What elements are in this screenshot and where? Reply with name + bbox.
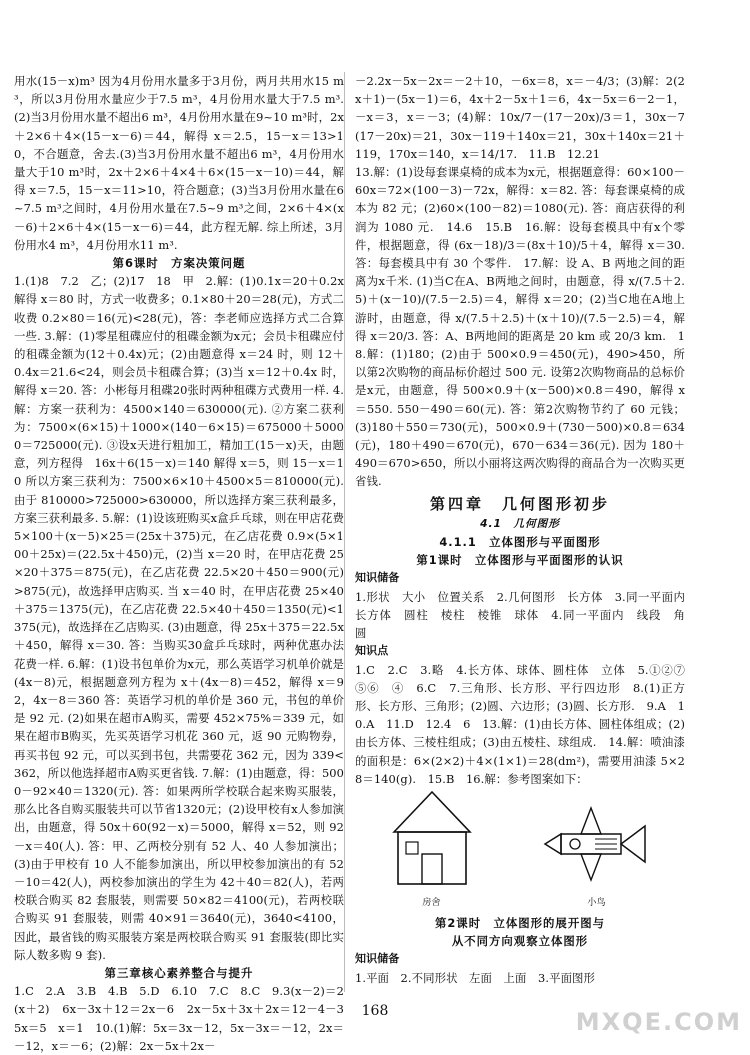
knowledge-prep-answers: 1.形状 大小 位置关系 2.几何图形 长方体 3.同一平面内 长方体 圆柱 棱柱 棱锥 球体 4.同一平面内 线段 角 圆 (355, 589, 697, 641)
knowledge-points-answers: 1.C 2.C 3.略 4.长方体、球体、圆柱体 立体 5.①②⑦ ⑤⑥ ④ 6.C 7.三角形、长方形、平行四边形 8.(1)正方形、长方形、三角形；(2)圆、六边形；(3)圆、长方形. 9.A 10.A 11.D 12.4 6 13.解：(1)由长方体、圆柱体组成；(2)由长方体、三棱柱组成；(3)由五棱柱、球组成. 14.解：喷油漆的面积是：6×(2×2)＋4×(1×1)＝28(dm²)，需要用油漆 5×28＝140(g). 15.B 16.解：参考图案如下： (355, 662, 697, 786)
bird-drawing-icon (537, 798, 657, 892)
right-column (355, 72, 697, 992)
lesson6-heading: 第6课时 方案决策问题 (112, 256, 246, 271)
section-4-1-1: 4.1.1 立体图形与平面图形 (439, 535, 601, 550)
answers-13-18: 13.解：(1)设每套课桌椅的成本为x元，根据题意得：60×100－60x＝72×(100－3)－72x，解得：x＝82. 答：每套课桌椅的成本为 82 元；(2)60×(100－82)＝1080(元). 答：商店获得的利润为 1080 元. 14.6 15.B 16.解：设每套模具中有x个零件，根据题意，得 (6x－18)/3＝(8x＋10)/5＋4，解得 x＝30. 答：每套模具中有 30 个零件. 17.解：设 A、B 两地之间的距离为x千米. (1)当C在A、B两地之间时，由题意，得 x/(7.5＋2.5)＋(x－10)/(7.5－2.5)＝4，解得 x＝20；(2)当C地在A地上游时，由题意，得 x/(7.5＋2.5)＋(x＋10)/(7.5－2.5)＝4，解得 x＝20/3. 答：A、B两地间的距离是 20 km 或 20/3 km. 18.解：(1)180；(2)由于 500×0.9＝450(元)，490>450，所以第2次购物的商品标价超过 500 元. 设第2次购物商品的总标价是x元，由题意，得 500×0.9＋(x－500)×0.8＝490，解得 x＝550. 550－490＝60(元). 答：第2次购物节约了 60 元钱；(3)180＋550＝730(元)，500×0.9＋(730－500)×0.8＝634(元)，180＋490＝670(元)，670－634＝36(元). 因为 180＋490＝670>650，所以小丽将这两次购得的商品合为一次购买更省钱. (355, 165, 685, 489)
bird-figure (537, 798, 657, 912)
column-divider (344, 72, 345, 992)
lesson2-heading-line2: 从不同方向观察立体图形 (451, 934, 589, 949)
house-drawing-icon (384, 788, 480, 892)
page-number: 168 (361, 1003, 389, 1019)
bird-caption: 小鸟 (587, 897, 606, 908)
continued-answers: －2.2x－5x－2x＝－2＋10，－6x＝8，x＝－4/3；(3)解：2(2x＋1)－(5x－1)＝6，4x＋2－5x＋1＝6，4x－5x＝6－2－1，－x＝3，x＝－3；(4)解：10x/7－(17－20x)/3＝1，30x－7(17－20x)＝21，30x－119＋140x＝21，30x＋140x＝21＋119，170x＝140，x＝14/17. 11.B 12.21 (355, 74, 685, 161)
lesson6-answers: 1.(1)8 7.2 乙；(2)17 18 甲 2.解：(1)0.1x＝20＋0.2x解得 x＝80 时，方式一收费多；0.1×80＋20＝28(元)，方式二收费 0.2×80＝16(元)<28(元)，答：李老师应选择方式二合算一些. 3.解：(1)零星租碟应付的租碟金额为x元；会员卡租碟应付的租碟金额为(12＋0.4x)元；(2)由题意得 x＝24 时，则 12＋0.4x＝21.6<24，则会员卡租碟合算；(3)当 x＝12＋0.4x 时，解得 x＝20. 答：小彬每月租碟20张时两种租碟方式费用一样. 4.解：方案一获利为：4500×140＝630000(元). ②方案二获利为：7500×(6×15)＋1000×(140－6×15)＝675000＋50000＝725000(元). ③设x天进行粗加工，精加工(15－x)天，由题意，列方程得 16x＋6(15－x)＝140 解得 x＝5，则 15－x＝10 所以方案三获利为：7500×6×10＋4500×5＝810000(元). 由于 810000>725000>630000，所以选择方案三获利最多，方案三获利最多. 5.解：(1)设该班购买x盒乒乓球，则在甲店花费 5×100＋(x－5)×25＝(25x＋375)元，在乙店花费 0.9×(5×100＋25x)＝(22.5x＋450)元，(2)当 x＝20 时，在甲店花费 25×20＋375＝875(元)，在乙店花费 22.5×20＋450＝900(元)>875(元)，故选择甲店购买. 当 x＝40 时，在甲店花费 25×40＋375＝1375(元)，在乙店花费 22.5×40＋450＝1350(元)<1375(元)，故选择在乙店购买. (3)由题意，得 25x＋375＝22.5x＋450，解得 x＝30. 答：当购买30盒乒乓球时，两种优惠办法花费一样. 6.解：(1)设书包单价为x元，那么英语学习机单价就是(4x－8)元，根据题意列方程为 x＋(4x－8)＝452，解得 x＝92，4x－8＝360 答：英语学习机的单价是 360 元，书包的单价是 92 元. (2)如果在超市A购买，需要 452×75%＝339 元，如果在超市B购买，先买英语学习机花 360 元，返 90 元购物券，再买书包 92 元，可以买到书包，共需要花 362 元，因为 339<362，所以他选择超市A购买更省钱. 7.解：(1)由题意，得：5000－92×40＝1320(元). 答：如果两所学校联合起来购买服装，那么比各自购买服装共可以节省1320元；(2)设甲校有x人参加演出，由题意，得 50x＋60(92－x)＝5000，解得 x＝52，则 92－x＝40(人). 答：甲、乙两校分别有 52 人、40 人参加演出；(3)由于甲校有 10 人不能参加演出，所以甲校参加演出的有 52－10＝42(人)，两校参加演出的学生为 42＋40＝82(人)，若两校联合购买 82 套服装，则需要 50×82＝4100(元)，若两校联合购买 91 套服装，则需 40×91＝3640(元)，3640<4100，因此，最省钱的购买服装方案是两校联合购买 91 套服装(即比实际人数多购 9 套). (14, 274, 344, 962)
lesson2-heading-line1: 第2课时 立体图形的展开图与 (434, 915, 605, 930)
chapter4-heading: 第四章 几何图形初步 (429, 494, 610, 513)
knowledge-prep2-answers: 1.平面 2.不同形状 左面 上面 3.平面图形 (355, 970, 596, 985)
chapter3-review-answers: 1.C 2.A 3.B 4.B 5.D 6.10 7.C 8.C 9.3(x－2)＝2(x＋2) 6x－3x＋12＝2x－6 2x－5x＋3x＋2x＝12－4－3 5x＝5 x＝1 10.(1)解：5x＝3x－12，5x－3x＝－12，2x＝－12，x＝－6；(2)解：2x－5x＋2x－ (14, 984, 356, 1053)
house-figure (384, 788, 480, 912)
lesson1-heading: 第1课时 立体图形与平面图形的认识 (416, 553, 624, 568)
section-4-1: 4.1 几何图形 (480, 517, 560, 530)
chapter3-review-heading: 第三章核心素养整合与提升 (104, 965, 254, 980)
site-watermark: MXQE.COM (575, 1008, 742, 1036)
left-column (14, 72, 356, 1053)
knowledge-prep-label: 知识储备 (355, 571, 400, 585)
knowledge-points-label: 知识点 (355, 644, 389, 658)
knowledge-prep2-label: 知识储备 (355, 952, 400, 966)
reference-figures (355, 792, 685, 912)
house-caption: 房舍 (422, 897, 441, 908)
intro-paragraph: 用水(15－x)m³ 因为4月份用水量多于3月份，两月共用水15 m³，所以3月份用水量应少于7.5 m³，4月份用水量大于7.5 m³.(2)当3月份用水量不超出6 m³，4月份用水量在9~10 m³时，2x＋2×6＋4×(15－x－6)＝44，解得 x＝2.5，15－x＝13>10，不合题意，舍去.(3)当3月份用水量不超出6 m³，4月份用水量大于10 m³时，2x＋2×6＋4×4＋6×(15－x－10)＝44，解得 x＝7.5，15－x＝11>10，符合题意；(3)当3月份用水量在6~7.5 m³之间时，4月份用水量在7.5~9 m³之间，2×6＋4×(x－6)＋2×6＋4×(15－x－6)＝44，此方程无解. 综上所述，3月份用水4 m³，4月份用水11 m³. (14, 74, 344, 252)
